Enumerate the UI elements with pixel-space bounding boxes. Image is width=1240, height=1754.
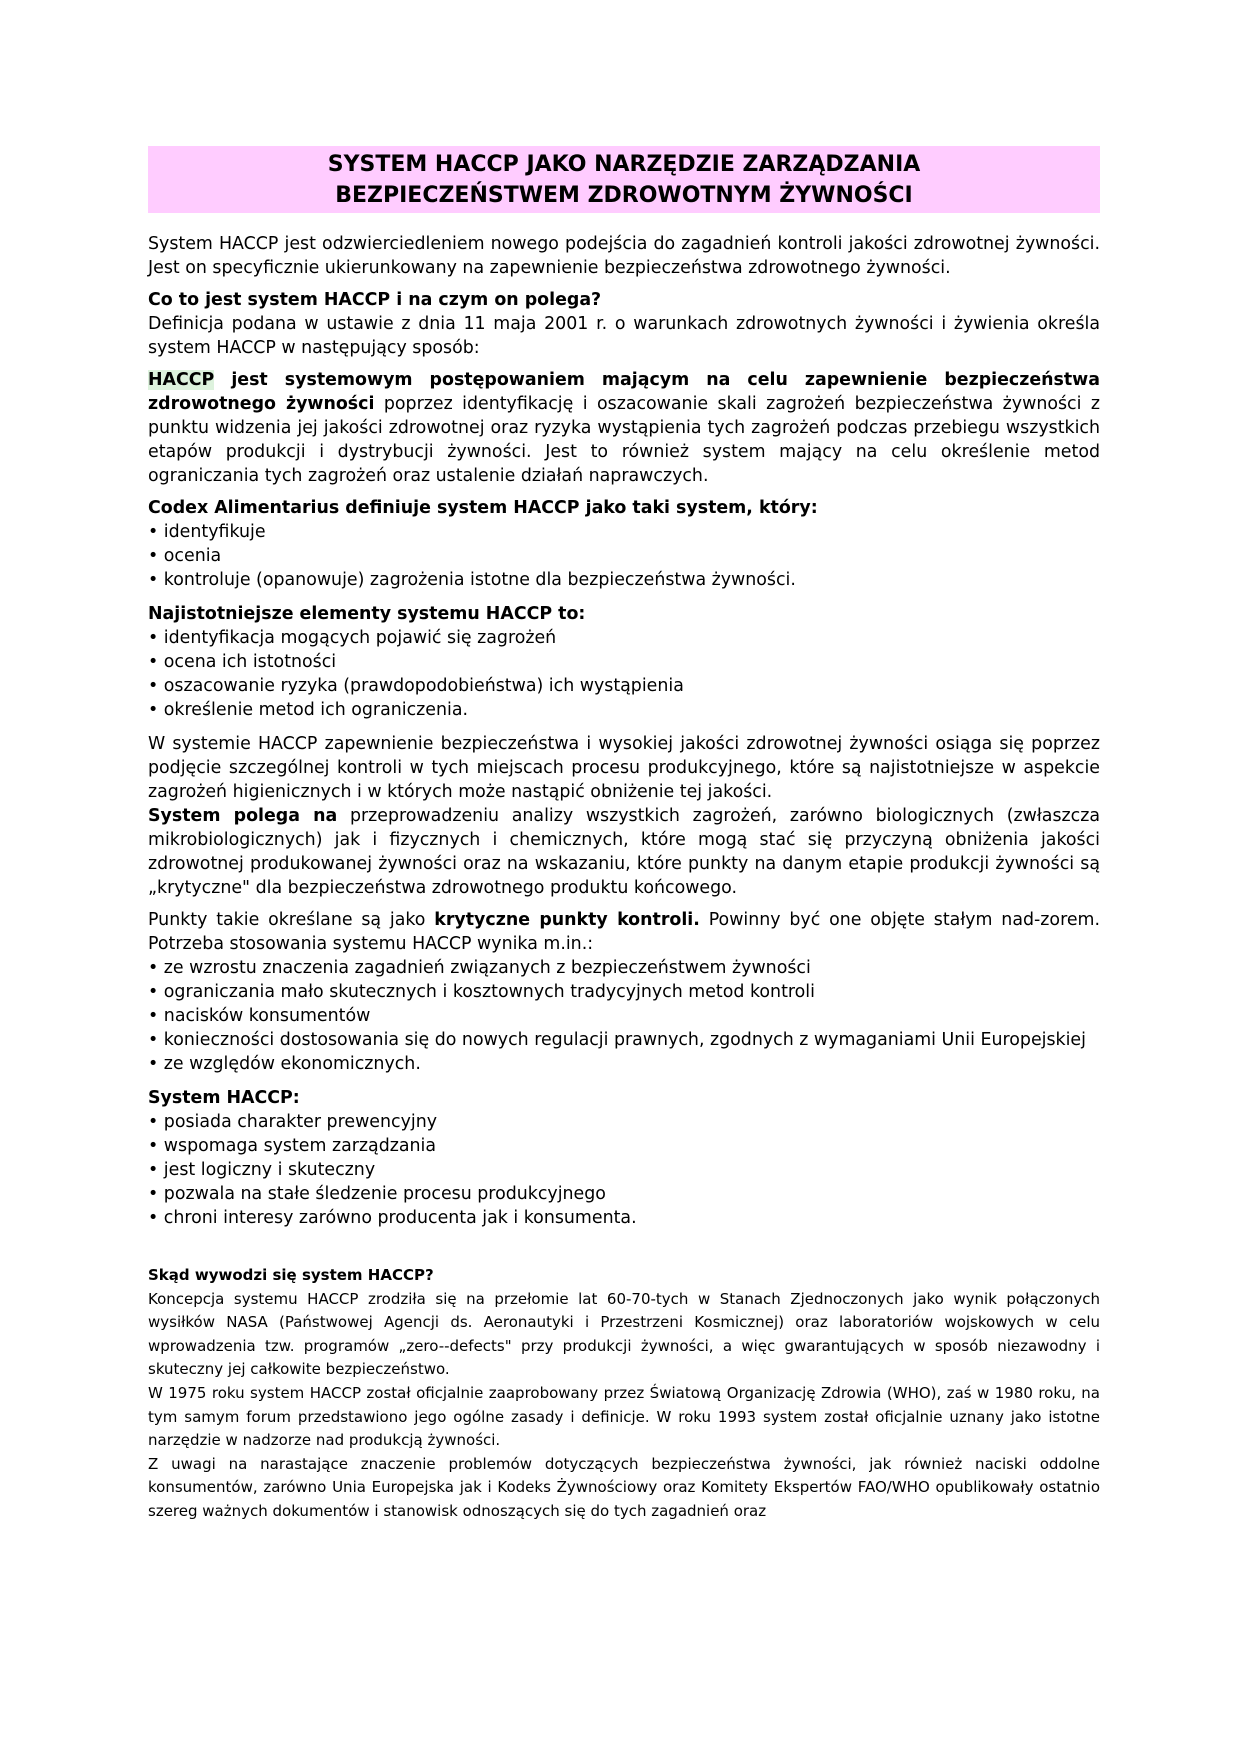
document-page [148,146,1100,1524]
origin-section [148,1264,1100,1524]
haccp-term-highlight: HACCP [148,370,215,390]
title-line-2: BEZPIECZEŃSTWEM ZDROWOTNYM ŻYWNOŚCI [335,183,913,208]
list-item: • określenie metod ich ograniczenia. [148,698,1100,722]
list-item: • ze wzrostu znaczenia zagadnień związanych z bezpieczeństwem żywności [148,956,1100,980]
definition-paragraph [148,368,1100,488]
origin-heading: Skąd wywodzi się system HACCP? [148,1266,434,1284]
document-title [148,146,1100,213]
list-item: • wspomaga system zarządzania [148,1134,1100,1158]
origin-paragraph-3: Z uwagi na narastające znaczenie problemów dotyczących bezpieczeństwa żywności, jak również naciski oddolne konsumentów, zarówno Unia Europejska jak i Kodeks Żywnościowy oraz Komitety Ekspertów FAO/WHO opublikowały ostatnio szereg ważnych dokumentów i stanowisk odnoszących się do tych zagadnień oraz [148,1454,1100,1520]
list-item: • kontroluje (opanowuje) zagrożenia istotne dla bezpieczeństwa żywności. [148,568,1100,592]
list-item: • ograniczania mało skutecznych i kosztownych tradycyjnych metod kontroli [148,980,1100,1004]
points-after: Powinny być one objęte stałym nad-zorem. Potrzeba stosowania systemu HACCP wynika m.in.: [148,910,1101,954]
polega-paragraph [148,804,1100,900]
codex-heading: Codex Alimentarius definiuje system HACCP jako taki system, który: [148,498,818,518]
polega-bold: System polega na [148,806,338,826]
list-item: • posiada charakter prewencyjny [148,1110,1100,1134]
section-heading: Co to jest system HACCP i na czym on polega? [148,290,602,310]
list-item: • ocenia [148,544,1100,568]
intro-paragraph: System HACCP jest odzwierciedleniem nowego podejścia do zagadnień kontroli jakości zdrowotnej żywności. Jest on specyficznie ukierunkowany na zapewnienie bezpieczeństwa zdrowotnego żywności. [148,234,1100,278]
system-haccp-heading: System HACCP: [148,1088,300,1108]
origin-paragraph-2: W 1975 roku system HACCP został oficjalnie zaaprobowany przez Światową Organizację Zdrowia (WHO), zaś w 1980 roku, na tym samym forum przedstawiono jego ogólne zasady i definicje. W roku 1993 system został oficjalnie uznany jako istotne narzędzie w nadzorze nad produkcją żywności. [148,1383,1100,1450]
elements-heading: Najistotniejsze elementy systemu HACCP to: [148,604,586,624]
list-item: • pozwala na stałe śledzenie procesu produkcyjnego [148,1182,1100,1206]
list-item: • identyfikacja mogących pojawić się zagrożeń [148,626,1100,650]
list-item: • ocena ich istotności [148,650,1100,674]
elements-section [148,602,1100,722]
points-bold: krytyczne punkty kontroli. [434,910,700,930]
list-item: • oszacowanie ryzyka (prawdopodobieństwa) ich wystąpienia [148,674,1100,698]
list-item: • nacisków konsumentów [148,1004,1100,1028]
section-paragraph: Definicja podana w ustawie z dnia 11 maja 2001 r. o warunkach zdrowotnych żywności i żywienia określa system HACCP w następujący sposób: [148,314,1100,358]
list-item: • jest logiczny i skuteczny [148,1158,1100,1182]
points-before: Punkty takie określane są jako [148,910,435,930]
points-paragraph [148,908,1100,956]
definition-rest: poprzez identyfikację i oszacowanie skali zagrożeń bezpieczeństwa żywności z punktu widzenia jej jakości zdrowotnej oraz ryzyka wystąpienia tych zagrożeń podczas przebiegu wszystkich etapów produkcji i dystrybucji żywności. Jest to również system mający na celu określenie metod ograniczania tych zagrożeń oraz ustalenie działań naprawczych. [148,394,1100,486]
origin-paragraph-1: Koncepcja systemu HACCP zrodziła się na przełomie lat 60-70-tych w Stanach Zjednoczonych jako wynik połączonych wysiłków NASA (Państwowej Agencji ds. Aeronautyki i Przestrzeni Kosmicznej) oraz laboratoriów wojskowych w celu wprowadzenia tzw. programów „zero--defects" przy produkcji żywności, a więc gwarantujących w sposób niezawodny i skuteczny jej całkowite bezpieczeństwo. [148,1289,1100,1379]
system-haccp-section [148,1086,1100,1230]
section-what-is [148,288,1100,360]
list-item: • identyfikuje [148,520,1100,544]
polega-rest: przeprowadzeniu analizy wszystkich zagrożeń, zarówno biologicznych (zwłaszcza mikrobiologicznych) jak i fizycznych i chemicznych, które mogą stać się przyczyną obniżenia jakości zdrowotnej produkowanej żywności oraz na wskazaniu, które punkty na danym etapie produkcji żywności są „krytyczne" dla bezpieczeństwa zdrowotnego produktu końcowego. [148,806,1100,898]
list-item: • ze względów ekonomicznych. [148,1052,1100,1076]
points-section [148,908,1100,1076]
list-item: • chroni interesy zarówno producenta jak i konsumenta. [148,1206,1100,1230]
codex-section [148,496,1100,592]
system-paragraph: W systemie HACCP zapewnienie bezpieczeństwa i wysokiej jakości zdrowotnej żywności osiąga się poprzez podjęcie szczególnej kontroli w tych miejscach procesu produkcyjnego, które są najistotniejsze w aspekcie zagrożeń higienicznych i w których może nastąpić obniżenie tej jakości. [148,734,1100,802]
list-item: • konieczności dostosowania się do nowych regulacji prawnych, zgodnych z wymaganiami Unii Europejskiej [148,1028,1100,1052]
title-line-1: SYSTEM HACCP JAKO NARZĘDZIE ZARZĄDZANIA [327,152,921,177]
definition-bold: jest systemowym postępowaniem mającym na celu zapewnienie bezpieczeństwa zdrowotnego żywności [148,370,1100,414]
